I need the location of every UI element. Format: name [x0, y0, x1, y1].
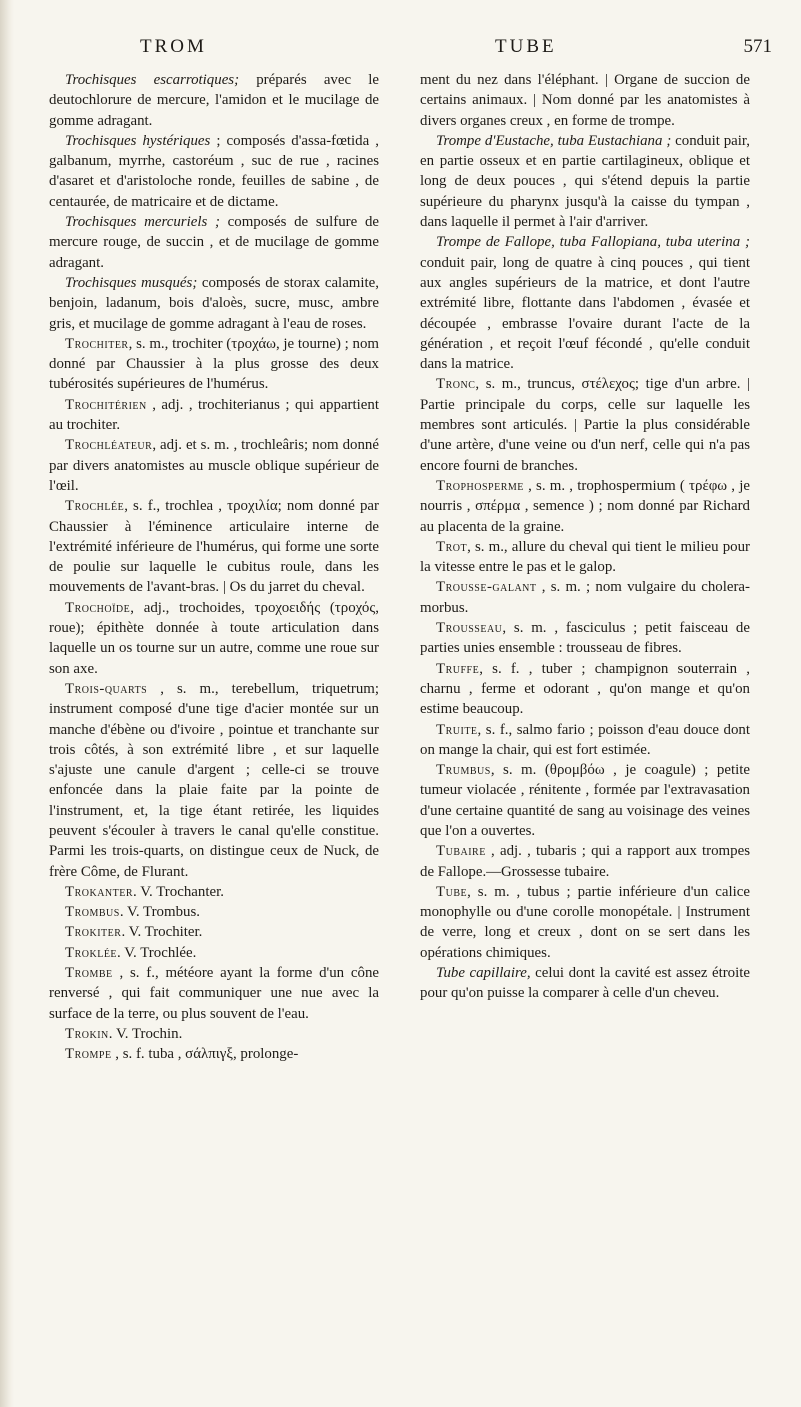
entry-headword: Trophosperme — [436, 477, 524, 494]
dictionary-entry — [420, 70, 750, 131]
entry-definition: . V. Trombus. — [119, 904, 200, 921]
entry-definition: ment du nez dans l'éléphant. | Organe de succion de certains animaux. | Nom donné par les anatomistes à divers organes creux , en forme de trompe. — [420, 72, 750, 129]
entry-definition: , s. f., météore ayant la forme d'un cône renversé , qui fait communiquer une nue avec la surface de la terre, ou plus souvent de l'eau. — [49, 965, 379, 1022]
entry-term: Trochisques escarrotiques; — [65, 72, 240, 88]
entry-definition: , s. m. , fasciculus ; petit faisceau de parties unies ensemble : trousseau de fibres. — [420, 620, 750, 657]
entry-term: Trompe de Fallope, tuba Fallopiana, tuba uterina ; — [436, 234, 750, 251]
dictionary-entry — [49, 1024, 379, 1044]
entry-headword: Trokiter — [65, 924, 122, 941]
entry-headword: Truite — [436, 721, 478, 738]
dictionary-entry — [420, 131, 750, 232]
dictionary-entry — [49, 435, 379, 496]
entry-definition: . V. Trochlée. — [117, 944, 197, 961]
entry-definition: conduit pair, en partie osseux et en partie cartilagineux, oblique et long de deux pouces , qui s'étend depuis la partie supérieure du pharynx jusqu'à la caisse du tympan , dans laquelle il permet à l'air d'arriver. — [420, 132, 750, 231]
entry-definition: conduit pair, long de quatre à cinq pouces , qui tient aux angles supérieurs de la matrice, et dont l'autre extrémité libre, flottante dans l'abdomen , évasée et découpée , embrasse l'ovaire durant l'acte de la génération , et reçoit l'œuf fécondé , qu'elle conduit dans la matrice. — [420, 254, 750, 373]
entry-headword: Trumbus — [436, 762, 491, 779]
entry-definition: celui dont la cavité est assez étroite pour qu'on puisse la comparer à celle d'un cheveu. — [420, 965, 750, 1002]
dictionary-entry — [49, 131, 379, 212]
dictionary-entry — [420, 963, 750, 1004]
dictionary-entry — [420, 537, 750, 578]
entry-headword: Trokanter — [65, 883, 134, 900]
dictionary-entry — [49, 70, 379, 131]
entry-definition: , s. f. tuba , σάλπιγξ, prolonge- — [111, 1046, 299, 1063]
entry-definition: , adj. , trochiterianus ; qui appartient au trochiter. — [49, 396, 379, 434]
dictionary-entry — [49, 943, 379, 963]
dictionary-entry — [49, 902, 379, 922]
entry-definition: , s. f., salmo fario ; poisson d'eau douce dont on mange la chair, qui est fort estimée. — [420, 721, 750, 758]
dictionary-entry — [49, 395, 379, 436]
dictionary-entry — [420, 577, 750, 618]
dictionary-entry — [49, 598, 379, 679]
dictionary-entry — [420, 476, 750, 537]
entry-definition: , adj. , tubaris ; qui a rapport aux trompes de Fallope.—Grossesse tubaire. — [420, 843, 750, 880]
page-number: 571 — [743, 36, 772, 57]
entry-headword: Trombe — [65, 965, 113, 982]
dictionary-entry — [49, 334, 379, 395]
running-header — [40, 36, 772, 60]
right-column — [420, 70, 750, 1004]
dictionary-entry — [49, 212, 379, 273]
entry-definition: composés de sulfure de mercure rouge, de succin , et de mucilage de gomme adragant. — [49, 214, 379, 271]
entry-definition: , s. m., allure du cheval qui tient le milieu pour la vitesse entre le pas et le galop. — [420, 538, 750, 576]
running-head-left: TROM — [140, 36, 207, 57]
entry-definition: , s. m. ; nom vulgaire du cholera-morbus. — [420, 579, 750, 616]
entry-term: Trochisques hystériques — [65, 132, 211, 149]
entry-headword: Trot — [436, 538, 468, 555]
dictionary-entry — [420, 618, 750, 659]
entry-headword: Trochlée — [65, 498, 125, 515]
entry-term: Tube capillaire, — [436, 965, 531, 982]
entry-headword: Troklée — [65, 944, 118, 961]
entry-headword: Trompe — [65, 1046, 112, 1063]
entry-headword: Trochléateur — [65, 437, 153, 454]
dictionary-entry — [420, 760, 750, 841]
entry-definition: , s. f. , tuber ; champignon souterrain , charnu , ferme et odorant , qu'on mange et qu'on estime beaucoup. — [420, 660, 750, 718]
entry-headword: Trombus — [65, 904, 120, 921]
entry-headword: Trochiter — [65, 335, 129, 352]
dictionary-entry — [420, 374, 750, 475]
entry-term: Trochisques mercuriels ; — [65, 214, 220, 231]
dictionary-entry — [420, 720, 750, 761]
entry-definition: , s. m., terebellum, triquetrum; instrument composé d'une tige d'acier montée sur un manche d'ébène ou d'ivoire , pointue et tranchante sur trois côtés, à son extrémité libre , et sur laquelle s'ajuste une canule d'argent ; celle-ci se trouve enfoncée dans la plaie faite par la pointe de l'instrument, et, la tige étant retirée, les liquides peuvent s'écouler à travers le canal qu'elle constitue. Parmi les trois-quarts, on distingue ceux de Nuck, de frère Côme, de Flurant. — [49, 680, 379, 880]
entry-definition: . V. Trochanter. — [133, 883, 224, 900]
entry-definition: , s. f., trochlea , τροχιλία; nom donné par Chaussier à l'éminence articulaire interne de l'extrémité inférieure de l'humérus, qui forme une sorte de poulie sur laquelle le cubitus roule, dans les mouvements de l'avant-bras. | Os du jarret du cheval. — [49, 498, 379, 596]
entry-definition: , s. m., truncus, στέλεχος; tige d'un arbre. | Partie principale du corps, celle sur laquelle les membres sont articulés. | Partie la plus considérable d'une artère, d'une veine ou d'un nerf, celle qui n'a pas encore fourni de branches. — [420, 376, 750, 474]
dictionary-entry — [420, 882, 750, 963]
entry-definition: , s. m. (θρομβόω , je coagule) ; petite tumeur violacée , rénitente , formée par l'extravasation d'une certaine quantité de sang au voisinage des veines que l'on a ouvertes. — [420, 762, 750, 839]
entry-definition: . V. Trochin. — [108, 1025, 183, 1042]
dictionary-entry — [49, 922, 379, 942]
dictionary-entry — [49, 1044, 379, 1064]
dictionary-entry — [49, 273, 379, 334]
entry-definition: , s. m. , trophospermium ( τρέφω , je nourris , σπέρμα , semence ) ; nom donné par Richard au placenta de la graine. — [420, 477, 750, 535]
entry-headword: Tubaire — [436, 843, 486, 860]
entry-headword: Tube — [436, 883, 468, 900]
dictionary-entry — [420, 232, 750, 374]
dictionary-entry — [420, 659, 750, 720]
entry-definition: , adj., trochoides, τροχοειδής (τροχός, roue); épithète donnée à toute articulation dans laquelle un os tourne sur un autre, comme une roue sur son axe. — [49, 599, 379, 677]
entry-headword: Trousseau — [436, 620, 503, 637]
entry-definition: ; composés d'assa-fœtida , galbanum, myrrhe, castoréum , suc de rue , racines d'asaret et d'aristoloche ronde, feuilles de sabine , de centaurée, de matricaire et de dictame. — [49, 132, 379, 210]
entry-headword: Trousse-galant — [436, 579, 537, 596]
entry-headword: Trochoïde — [65, 599, 131, 616]
entry-headword: Truffe — [436, 660, 480, 677]
dictionary-entry — [420, 841, 750, 882]
left-column — [49, 70, 379, 1065]
entry-headword: Tronc — [436, 376, 476, 393]
entry-definition: , s. m. , tubus ; partie inférieure d'un calice monophylle ou d'une corolle monopétale. | Instrument de verre, long et creux , dont on se sert dans les opérations chimiques. — [420, 883, 750, 961]
entry-definition: , s. m., trochiter (τροχάω, je tourne) ; nom donné par Chaussier à la plus grosse des deux tubérosités supérieures de l'humérus. — [49, 335, 379, 393]
dictionary-entry — [49, 882, 379, 902]
entry-headword: Trois-quarts — [65, 680, 148, 697]
entry-definition: . V. Trochiter. — [121, 924, 203, 941]
entry-headword: Trochitérien — [65, 396, 147, 413]
entry-definition: , adj. et s. m. , trochleâris; nom donné par divers anatomistes au muscle oblique supérieur de l'œil. — [49, 437, 379, 494]
page-spine-shadow — [0, 0, 14, 1407]
entry-headword: Trokin — [65, 1025, 109, 1042]
dictionary-entry — [49, 496, 379, 597]
entry-definition: composés de storax calamite, benjoin, ladanum, bois d'aloès, sucre, musc, ambre gris, et mucilage de gomme adragant à l'eau de roses. — [49, 274, 379, 332]
entry-term: Trompe d'Eustache, tuba Eustachiana ; — [436, 132, 672, 149]
entry-definition: préparés avec le deutochlorure de mercure, l'amidon et le mucilage de gomme adragant. — [49, 72, 379, 129]
dictionary-entry — [49, 963, 379, 1024]
running-head-right: TUBE — [495, 36, 557, 57]
entry-term: Trochisques musqués; — [65, 274, 198, 291]
dictionary-entry — [49, 679, 379, 882]
